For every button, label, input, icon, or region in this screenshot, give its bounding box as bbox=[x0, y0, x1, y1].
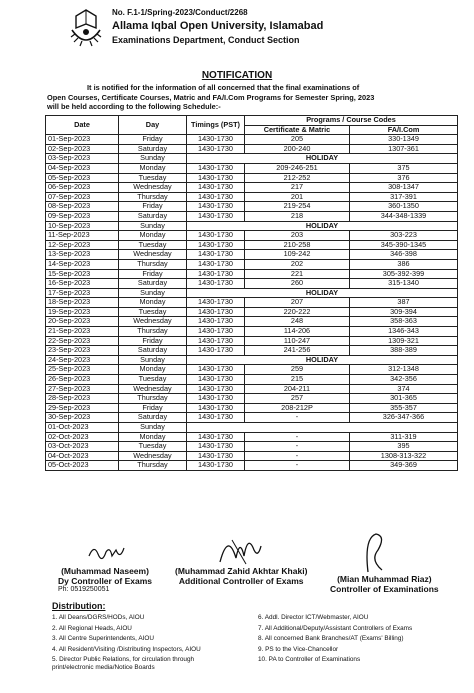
cell-date: 01-Oct-2023 bbox=[46, 423, 119, 433]
cell-date: 29-Sep-2023 bbox=[46, 403, 119, 413]
table-row bbox=[46, 336, 458, 346]
cell-fa: 349-369 bbox=[350, 461, 458, 471]
distribution-item: 10. PA to Controller of Examinations bbox=[258, 656, 361, 664]
cell-time: 1430-1730 bbox=[187, 327, 245, 337]
cell-certificate: 218 bbox=[245, 211, 350, 221]
cell-time: 1430-1730 bbox=[187, 365, 245, 375]
cell-date: 21-Sep-2023 bbox=[46, 327, 119, 337]
table-row bbox=[46, 288, 458, 298]
table-row bbox=[46, 269, 458, 279]
cell-date: 24-Sep-2023 bbox=[46, 355, 119, 365]
cell-date: 05-Oct-2023 bbox=[46, 461, 119, 471]
cell-day: Wednesday bbox=[119, 250, 187, 260]
cell-time: 1430-1730 bbox=[187, 183, 245, 193]
cell-fa: 376 bbox=[350, 173, 458, 183]
signatory-title: Controller of Examinations bbox=[330, 584, 439, 594]
cell-fa: 303-223 bbox=[350, 231, 458, 241]
cell-holiday: HOLIDAY bbox=[187, 221, 458, 231]
schedule-body bbox=[46, 135, 458, 471]
cell-certificate: 109-242 bbox=[245, 250, 350, 260]
cell-day: Monday bbox=[119, 365, 187, 375]
table-row bbox=[46, 154, 458, 164]
cell-time: 1430-1730 bbox=[187, 192, 245, 202]
cell-certificate: 217 bbox=[245, 183, 350, 193]
table-row bbox=[46, 202, 458, 212]
cell-fa: 345-390-1345 bbox=[350, 240, 458, 250]
cell-day: Monday bbox=[119, 298, 187, 308]
cell-date: 06-Sep-2023 bbox=[46, 183, 119, 193]
table-row bbox=[46, 384, 458, 394]
cell-fa: 375 bbox=[350, 163, 458, 173]
cell-certificate: - bbox=[245, 451, 350, 461]
cell-certificate: 248 bbox=[245, 317, 350, 327]
department-name: Examinations Department, Conduct Section bbox=[112, 35, 300, 45]
cell-certificate: - bbox=[245, 442, 350, 452]
cell-day: Tuesday bbox=[119, 442, 187, 452]
cell-certificate: - bbox=[245, 413, 350, 423]
cell-date: 08-Sep-2023 bbox=[46, 202, 119, 212]
table-row bbox=[46, 327, 458, 337]
cell-certificate: 221 bbox=[245, 269, 350, 279]
cell-date: 27-Sep-2023 bbox=[46, 384, 119, 394]
university-logo-icon bbox=[66, 6, 106, 50]
distribution-title: Distribution: bbox=[52, 601, 106, 611]
cell-day: Sunday bbox=[119, 423, 187, 433]
cell-time: 1430-1730 bbox=[187, 442, 245, 452]
cell-time: 1430-1730 bbox=[187, 259, 245, 269]
table-row bbox=[46, 183, 458, 193]
cell-certificate: 208-212P bbox=[245, 403, 350, 413]
signatory-name: (Muhammad Naseem) bbox=[61, 566, 149, 576]
cell-certificate: 257 bbox=[245, 394, 350, 404]
cell-certificate: 220-222 bbox=[245, 307, 350, 317]
signature-scribble-icon bbox=[360, 530, 390, 574]
cell-day: Sunday bbox=[119, 154, 187, 164]
table-row bbox=[46, 192, 458, 202]
cell-time: 1430-1730 bbox=[187, 317, 245, 327]
cell-fa: 1346-343 bbox=[350, 327, 458, 337]
cell-day: Friday bbox=[119, 135, 187, 145]
cell-time: 1430-1730 bbox=[187, 279, 245, 289]
distribution-item: 6. Addl. Director ICT/Webmaster, AIOU bbox=[258, 614, 369, 621]
table-row bbox=[46, 307, 458, 317]
cell-day: Thursday bbox=[119, 394, 187, 404]
table-header-row bbox=[46, 116, 458, 126]
cell-time: 1430-1730 bbox=[187, 384, 245, 394]
cell-fa: 388-389 bbox=[350, 346, 458, 356]
distribution-item: 2. All Regional Heads, AIOU bbox=[52, 624, 132, 632]
distribution-item: print/electronic media/Notice Boards bbox=[52, 663, 155, 671]
cell-day: Monday bbox=[119, 432, 187, 442]
intro-line: will be held according to the following Schedule:- bbox=[47, 102, 221, 112]
table-row bbox=[46, 403, 458, 413]
header-date: Date bbox=[46, 116, 119, 135]
cell-day: Tuesday bbox=[119, 307, 187, 317]
cell-day: Saturday bbox=[119, 279, 187, 289]
cell-date: 09-Sep-2023 bbox=[46, 211, 119, 221]
cell-fa: 1308-313-322 bbox=[350, 451, 458, 461]
table-row bbox=[46, 221, 458, 231]
cell-day: Wednesday bbox=[119, 451, 187, 461]
cell-date: 15-Sep-2023 bbox=[46, 269, 119, 279]
cell-certificate: 114-206 bbox=[245, 327, 350, 337]
cell-date: 04-Sep-2023 bbox=[46, 163, 119, 173]
cell-time: 1430-1730 bbox=[187, 269, 245, 279]
cell-time: 1430-1730 bbox=[187, 336, 245, 346]
cell-certificate: 203 bbox=[245, 231, 350, 241]
cell-fa: 358-363 bbox=[350, 317, 458, 327]
cell-fa: 374 bbox=[350, 384, 458, 394]
cell-fa: 317-391 bbox=[350, 192, 458, 202]
cell-day: Saturday bbox=[119, 413, 187, 423]
cell-certificate: 259 bbox=[245, 365, 350, 375]
university-name: Allama Iqbal Open University, Islamabad bbox=[112, 20, 324, 32]
cell-day: Sunday bbox=[119, 288, 187, 298]
cell-day: Friday bbox=[119, 269, 187, 279]
cell-fa: 386 bbox=[350, 259, 458, 269]
cell-time: 1430-1730 bbox=[187, 451, 245, 461]
cell-time: 1430-1730 bbox=[187, 163, 245, 173]
cell-day: Tuesday bbox=[119, 173, 187, 183]
cell-time: 1430-1730 bbox=[187, 173, 245, 183]
cell-date: 16-Sep-2023 bbox=[46, 279, 119, 289]
signature-block-2 bbox=[175, 566, 307, 586]
distribution-list-right bbox=[258, 613, 412, 666]
cell-date: 20-Sep-2023 bbox=[46, 317, 119, 327]
cell-time: 1430-1730 bbox=[187, 298, 245, 308]
cell-date: 03-Oct-2023 bbox=[46, 442, 119, 452]
table-row bbox=[46, 432, 458, 442]
cell-time: 1430-1730 bbox=[187, 432, 245, 442]
cell-day: Friday bbox=[119, 403, 187, 413]
cell-time: 1430-1730 bbox=[187, 375, 245, 385]
cell-certificate: 210-258 bbox=[245, 240, 350, 250]
cell-day: Friday bbox=[119, 336, 187, 346]
distribution-list-left bbox=[52, 613, 201, 674]
cell-day: Wednesday bbox=[119, 384, 187, 394]
signatory-title: Dy Controller of Exams bbox=[58, 576, 152, 586]
distribution-item: 7. All Additional/Deputy/Assistant Controllers of Exams bbox=[258, 624, 413, 632]
table-row bbox=[46, 250, 458, 260]
cell-day: Thursday bbox=[119, 259, 187, 269]
cell-day: Tuesday bbox=[119, 375, 187, 385]
cell-certificate: 202 bbox=[245, 259, 350, 269]
cell-day: Sunday bbox=[119, 221, 187, 231]
cell-time: 1430-1730 bbox=[187, 211, 245, 221]
cell-fa: 355-357 bbox=[350, 403, 458, 413]
cell-date: 19-Sep-2023 bbox=[46, 307, 119, 317]
cell-holiday: HOLIDAY bbox=[187, 288, 458, 298]
cell-date: 28-Sep-2023 bbox=[46, 394, 119, 404]
table-row bbox=[46, 240, 458, 250]
cell-holiday: HOLIDAY bbox=[187, 355, 458, 365]
cell-time: 1430-1730 bbox=[187, 461, 245, 471]
cell-fa: 1307-361 bbox=[350, 144, 458, 154]
cell-date: 12-Sep-2023 bbox=[46, 240, 119, 250]
header-fa: FA/I.Com bbox=[350, 125, 458, 135]
cell-day: Thursday bbox=[119, 327, 187, 337]
distribution-item: 4. All Resident/Visiting /Distributing Inspectors, AIOU bbox=[52, 645, 201, 653]
cell-time: 1430-1730 bbox=[187, 403, 245, 413]
cell-date: 30-Sep-2023 bbox=[46, 413, 119, 423]
cell-date: 22-Sep-2023 bbox=[46, 336, 119, 346]
table-row bbox=[46, 461, 458, 471]
header-timings: Timings (PST) bbox=[187, 116, 245, 135]
header-certificate: Certificate & Matric bbox=[245, 125, 350, 135]
cell-date: 14-Sep-2023 bbox=[46, 259, 119, 269]
signature-scribble-icon bbox=[86, 542, 126, 566]
cell-date: 10-Sep-2023 bbox=[46, 221, 119, 231]
cell-fa: 344-348-1339 bbox=[350, 211, 458, 221]
cell-date: 18-Sep-2023 bbox=[46, 298, 119, 308]
cell-time: 1430-1730 bbox=[187, 413, 245, 423]
cell-day: Thursday bbox=[119, 461, 187, 471]
cell-date: 04-Oct-2023 bbox=[46, 451, 119, 461]
table-row bbox=[46, 259, 458, 269]
table-row bbox=[46, 163, 458, 173]
cell-fa: 305-392-399 bbox=[350, 269, 458, 279]
cell-date: 25-Sep-2023 bbox=[46, 365, 119, 375]
cell-fa: 1309-321 bbox=[350, 336, 458, 346]
cell-holiday: HOLIDAY bbox=[187, 154, 458, 164]
cell-date: 01-Sep-2023 bbox=[46, 135, 119, 145]
cell-time: 1430-1730 bbox=[187, 202, 245, 212]
cell-day: Thursday bbox=[119, 192, 187, 202]
table-row bbox=[46, 279, 458, 289]
cell-fa: 312-1348 bbox=[350, 365, 458, 375]
cell-date: 02-Oct-2023 bbox=[46, 432, 119, 442]
cell-certificate: 219-254 bbox=[245, 202, 350, 212]
cell-certificate: 215 bbox=[245, 375, 350, 385]
table-row bbox=[46, 144, 458, 154]
cell-day: Friday bbox=[119, 202, 187, 212]
intro-line: Open Courses, Certificate Courses, Matric and FA/I.Com Programs for Semester Spring, 2023 bbox=[47, 92, 375, 102]
cell-date: 02-Sep-2023 bbox=[46, 144, 119, 154]
table-row bbox=[46, 365, 458, 375]
table-row bbox=[46, 442, 458, 452]
signatory-name: (Mian Muhammad Riaz) bbox=[337, 574, 432, 584]
cell-time: 1430-1730 bbox=[187, 240, 245, 250]
cell-certificate: 241-256 bbox=[245, 346, 350, 356]
cell-day: Tuesday bbox=[119, 240, 187, 250]
cell-certificate: 260 bbox=[245, 279, 350, 289]
table-row bbox=[46, 355, 458, 365]
signature-scribble-icon bbox=[214, 528, 264, 566]
table-row bbox=[46, 173, 458, 183]
intro-line: It is notified for the information of all concerned that the final examinations of bbox=[87, 83, 360, 92]
table-row bbox=[46, 375, 458, 385]
signature-block-1 bbox=[58, 566, 152, 593]
cell-time: 1430-1730 bbox=[187, 135, 245, 145]
cell-fa: 360-1350 bbox=[350, 202, 458, 212]
header-day: Day bbox=[119, 116, 187, 135]
table-row bbox=[46, 346, 458, 356]
cell-date: 23-Sep-2023 bbox=[46, 346, 119, 356]
table-row bbox=[46, 317, 458, 327]
cell-certificate: 200-240 bbox=[245, 144, 350, 154]
cell-fa: 301-365 bbox=[350, 394, 458, 404]
distribution-item: 8. All concerned Bank Branches/AT (Exams' Billing) bbox=[258, 635, 404, 643]
cell-day: Wednesday bbox=[119, 317, 187, 327]
cell-fa: 330-1349 bbox=[350, 135, 458, 145]
cell-certificate: 110-247 bbox=[245, 336, 350, 346]
table-row bbox=[46, 413, 458, 423]
table-row bbox=[46, 394, 458, 404]
distribution-item: 3. All Centre Superintendents, AIOU bbox=[52, 635, 154, 643]
cell-day: Saturday bbox=[119, 211, 187, 221]
schedule-table bbox=[45, 115, 458, 471]
cell-fa: 309-394 bbox=[350, 307, 458, 317]
cell-certificate: 207 bbox=[245, 298, 350, 308]
table-row bbox=[46, 135, 458, 145]
signatory-name: (Muhammad Zahid Akhtar Khaki) bbox=[175, 566, 308, 576]
distribution-item: 9. PS to the Vice-Chancellor bbox=[258, 645, 339, 653]
table-row bbox=[46, 211, 458, 221]
cell-fa: 311-319 bbox=[350, 432, 458, 442]
cell-day: Monday bbox=[119, 163, 187, 173]
cell-time: 1430-1730 bbox=[187, 394, 245, 404]
cell-certificate: 201 bbox=[245, 192, 350, 202]
table-row bbox=[46, 298, 458, 308]
cell-day: Monday bbox=[119, 231, 187, 241]
cell-certificate: - bbox=[245, 432, 350, 442]
cell-day: Saturday bbox=[119, 346, 187, 356]
cell-date: 07-Sep-2023 bbox=[46, 192, 119, 202]
cell-day: Wednesday bbox=[119, 183, 187, 193]
page-title: NOTIFICATION bbox=[201, 70, 273, 81]
table-row bbox=[46, 423, 458, 433]
cell-certificate: 209-246-251 bbox=[245, 163, 350, 173]
cell-date: 26-Sep-2023 bbox=[46, 375, 119, 385]
cell-fa: 387 bbox=[350, 298, 458, 308]
intro-paragraph bbox=[47, 83, 457, 112]
cell-fa: 326-347-366 bbox=[350, 413, 458, 423]
cell-fa: 395 bbox=[350, 442, 458, 452]
cell-time: 1430-1730 bbox=[187, 307, 245, 317]
cell-fa: 308-1347 bbox=[350, 183, 458, 193]
table-row bbox=[46, 231, 458, 241]
table-row bbox=[46, 451, 458, 461]
cell-fa: 346-398 bbox=[350, 250, 458, 260]
cell-time: 1430-1730 bbox=[187, 144, 245, 154]
cell-certificate: 204-211 bbox=[245, 384, 350, 394]
cell-date: 11-Sep-2023 bbox=[46, 231, 119, 241]
distribution-item: 5. Director Public Relations, for circulation through bbox=[52, 656, 195, 664]
signatory-phone: Ph: 0519250051 bbox=[58, 586, 110, 593]
cell-day: Sunday bbox=[119, 355, 187, 365]
cell-fa: 315-1340 bbox=[350, 279, 458, 289]
signature-block-3 bbox=[330, 574, 439, 594]
cell-time: 1430-1730 bbox=[187, 231, 245, 241]
distribution-item: 1. All Deans/DGRS/HODs, AIOU bbox=[52, 614, 145, 621]
cell-time: 1430-1730 bbox=[187, 346, 245, 356]
header-programs: Programs / Course Codes bbox=[245, 116, 458, 126]
cell-certificate: - bbox=[245, 461, 350, 471]
cell-certificate: 212-252 bbox=[245, 173, 350, 183]
cell-fa: 342-356 bbox=[350, 375, 458, 385]
signatory-title: Additional Controller of Exams bbox=[178, 576, 304, 586]
cell-certificate: 205 bbox=[245, 135, 350, 145]
cell-day: Saturday bbox=[119, 144, 187, 154]
cell-date: 17-Sep-2023 bbox=[46, 288, 119, 298]
cell-holiday bbox=[187, 423, 458, 433]
cell-time: 1430-1730 bbox=[187, 250, 245, 260]
cell-date: 05-Sep-2023 bbox=[46, 173, 119, 183]
reference-number: No. F.1-1/Spring-2023/Conduct/2268 bbox=[112, 8, 248, 17]
cell-date: 13-Sep-2023 bbox=[46, 250, 119, 260]
cell-date: 03-Sep-2023 bbox=[46, 154, 119, 164]
